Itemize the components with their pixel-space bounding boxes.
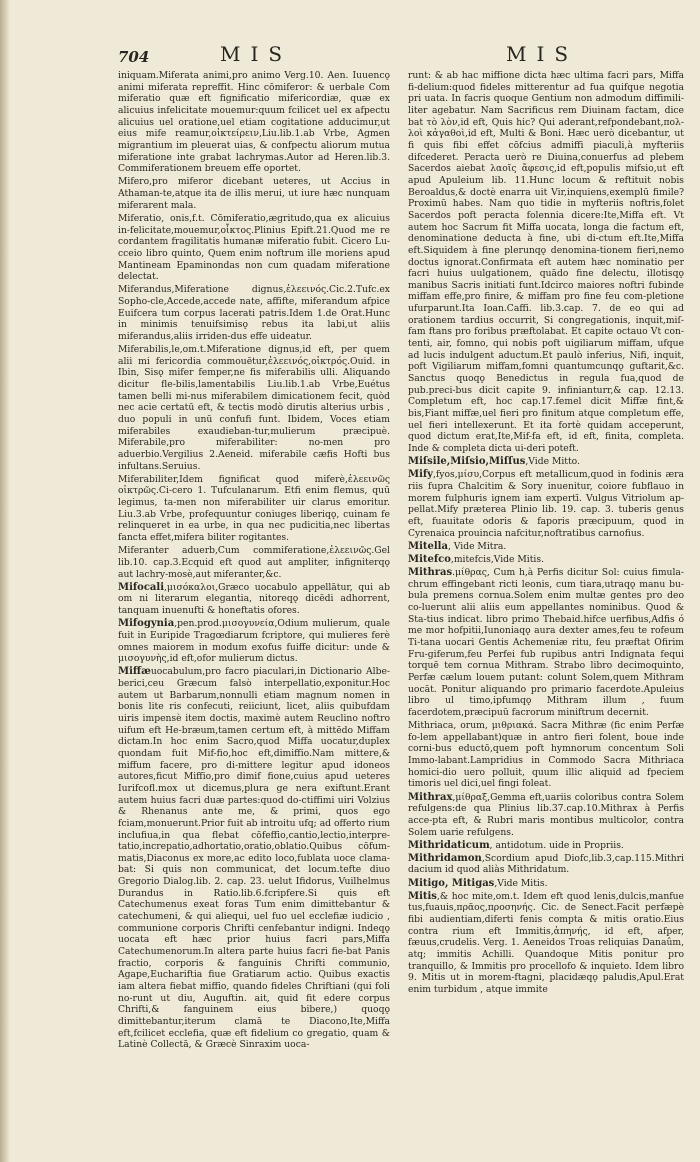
entry-text: ,pen.prod.μισογυνεία,Odium mulierum, quale fuit in Euripide Tragœdiarum fcriptore, qui mulieres ferè omnes maiorem in modum exofus fuiffe dicitur: unde & μισογυνὴς,id eft,ofor mulierum dictus. — [118, 618, 390, 665]
dictionary-entry — [118, 545, 390, 580]
entry-text: runt: & ab hac miffione dicta hæc ultima facri pars, Miffa fi-delium:quod fideles mitterentur ad fua quifque negotia pri uata. In facris quoque Gentium non admodum diffimili-liter agebatur. Nam Sacrificus rem Diuinam factam, dice bat τὸ λὸν,id eft, Quis hic? Qui aderant,refpondebant,πολ-λοὶ κἀγαθοὶ,id eft, Multi & Boni. Hæc uerò dicebantur, ut fi quis fibi effet cōfcius admiffi piaculi,à myfteriis difcederet. Peracta uerò re Diuina,conuerfus ad plebem Sacerdos aiebat λαοῖς ἄφεσις,id eft,populis mifsio,ut eft apud Apuleium lib. 11.Hunc locum & reftituit nobis Beroaldus,& doctè enarra uit Vir,inquiens,exemplū fimile? Proximū habes. Nam quo tidie in myfteriis noftris,folet Sacerdos poft peracta folennia dicere:Ite,Miffa eft. Vt autem hoc Sacrum fit Miffa uocata, longa die factum eft, denominatione deducta à fine, ubi di-ctum eft.Ite,Miffa eft.Siquidem à fine plerunqǫ denomina-tionem fieri,nemo doctus ignorat.Confirmata eft autem hæc nominatio per facri huius uulgationem, quādo fine delectu, illotisqǫ manibus Sacris initiati funt.Idcirco maiores noftri fubinde miffam effe,pro finire, & miffam pro fine feu com-pletione ufurparunt.Ita Ioan.Caffi. lib.3.cap. 7. de eo qui ad orationem tardius occurrit, Si congregationis, inquit,miſ-fam ftans pro foribus præftolabat. Et capite octauo Vt con-tenti, air, fomno, qui nobis poft uigiliarum miffam, ufque ad lucis indulgent aductum.Et paulò inferius, Nifi, inquit, poft Vigiliarum miffam,fomni quantumcunqǫ guftarit,&c. Sanctus quoqǫ Benedictus in regula fua,quod de pub.preci-bus dicit capite 9. infinianturr,& cap. 12.13. Completum eft, hoc cap.17.femel dicit Miffæ fint,& bis,Fiant miffæ,uel fieri pro finitum atque completum effe, uel fieri intellexerunt. Et ita fortè quidam acceperunt, quod dictum erat,Ite,Mif-fa eft, id eft, finita, completa. Inde & completa dicta ui-deri poteft. — [408, 70, 684, 454]
dictionary-entry — [408, 567, 684, 719]
page-number: 704 — [118, 48, 150, 66]
dictionary-entry — [408, 554, 684, 566]
dictionary-entry — [408, 891, 684, 996]
entry-headword: Mitis — [408, 890, 437, 902]
entry-text: Miferabilis,le,om.t.Miferatione dignus,id eft, per quem alii mi fericordia commouētur,ἐλεεινός,οἰκτρός.Ouid. in Ibin, Sisǫ mifer femper,ne fis miferabilis ulli. Aliquando dicitur fle-bilis,lamentabilis Liu.lib.1.ab Vrbe,Euétus tamen belli mi-nus miferabilem dimicationem fecit, quòd nec acie certatū eft, & tectis modò dirutis alterius urbis , duo populi in unū confufi funt. Ibidem, Voces etiam miferabiles exaudieban-tur,mulierum præcipuè. Miferabile,pro miferabiliter: no-men pro aduerbio.Vergilius 2.Aeneid. miferabile cæfis Hofti bus infultans.Seruius. — [118, 344, 390, 472]
entry-text: ,Vide Mitis. — [494, 877, 548, 889]
entry-text: Mifero,pro miferor dicebant ueteres, ut Accius in Athaman-te,atque ita de illis merui, ut iure hæc nunquam miferarent mala. — [118, 176, 390, 211]
entry-text: iniquam.Miferata animi,pro animo Verg.10. Aen. Iuuencǫ animi miferata repreffit. Hinc cōmiferor: & uerbale Com miferatio quæ eft fignificatio mifericordiæ, quæ ex alicuius infelicitate mouemur:quum fcilicet uel ex afpectu alicuius uel oratione,uel etiam cogitatione adducimur,ut eius mife reamur,οἰκτείρειν,Liu.lib.1.ab Vrbe, Agmen migrantium im pleuerat uias, & confpectu aliorum mutua miferatione inte grabat lachrymas.Autor ad Heren.lib.3. Commiferationem breuem effe oportet. — [118, 70, 390, 175]
entry-text: uocabulum,pro facro piaculari,in Dictionario Albe-berici,ceu Græcum falsò interpellatio,exponitur.Hoc autem ut Barbarum,nonnulli etiam magnum nomen in bonis lite ris confecuti, reiiciunt, licet, aliis quibufdam uiris impensè item doctis, maximè autem Reuclino noftro uifum eft He-bræum,tamen certum eft, à mittēdo Miffam dictam.In hoc enim Sacro,quod Miffa uocatur,duplex quondam fuit Mif-fio,hoc eft,dimiffio.Nam mittere,& miffum facere, pro di-mittere legitur apud idoneos autores,ficut Miffio,pro dimif fione,cuius apud ueteres Iurifcofl.mox ut dicemus,plura ge nera exiftunt.Erant autem huius facri duæ partes:quod do-ctiffimi uiri Volzius & Rhenanus ante me, & primi, quos ego fciam,monuerunt.Prior fuit ab introitu ufq; ad offerto rium inclufiua,in qua flebat cōfeffio,cantio,lectio,interpre-tatio,increpatio,adhortatio,oratio,oblatio.Quibus cōfum-matis,Diaconus ex more,ac edito loco,fublata uoce clama-bat: Si quis non communicat, det locum.tefte diuo Gregorio Dialog.lib. 2. cap. 23. uelut Ifidorus, Vuilhelmus Durandus in Ratio.lib.6.fcripfere.Si quis eft Catechumenus exeat foras Tum enim dimittebantur & catechumeni, & qui aliequi, uel fuo uel ecclefiæ iudicio , communione corporis Chrifti cenfebantur indigni. Indeqǫ uocata eft hæc prior huius facri pars,Miffa Catechumenorum.In altera parte huius facri fie-bat Panis fractio, corporis & fanguinis Chrifti communio, Agape,Euchariftia fiue Gratiarum actio. Quibus exactis iam altera fiebat miffio, quando fideles Chriftiani (qui foli no-runt ut diu, Auguftin. ait, quid fit edere corpus Chrifti,& fanguinem eius bibere,) quoqǫ dimittebantur,iterum clamā te Diacono,Ite,Miffa eft,fcilicet ecclefia, quæ eft fidelium co gregatio, quam & Latinè Collectā, & Græcè Sinraxim uoca- — [118, 666, 390, 1051]
entry-text: ,mitefcis,Vide Mitis. — [450, 553, 545, 565]
entry-text: ,Vide Mitto. — [525, 456, 580, 468]
entry-headword: Mithridamon — [408, 852, 482, 864]
left-column — [118, 70, 390, 1148]
dictionary-entry — [118, 284, 390, 342]
dictionary-entry — [408, 792, 684, 839]
entry-text: .μίθρας, Cum h,à Perfis dicitur Sol: cuius fimula-chrum effingebant ricti leonis, cum tiara,utraqǫ manu bu-bula premens cornua.Solem enim multæ gentes pro deo co-luerunt alii aliis eum appellantes nominibus. Quod & Sta-tius indicat. libro primo Thebaid.hifce uerfibus,Adfis ó me mor hofpitii,Iunoniaqǫ aura dexter ames,feu te rofeum Ti-tana uocari Gentis Achemeniæ ritu, feu præftat Ofirim Fru-giferum,feu Perfei fub rupibus antri Indignata fequi torquē tem cornua Mithram. Strabo libro decimoquinto, Perfæ cælum louem putant: colunt Solem,quem Mithram uocāt. Ponitur aliquando pro primario facerdote.Apuleius libro ul timo,ipfumqǫ Mithram illum , fuum facerdotem,præcipuū facrorum miniftrum decernit. — [408, 567, 684, 718]
entry-headword: Mifogynia — [118, 618, 175, 630]
entry-headword: Mitigo, Mitigas — [408, 877, 495, 889]
dictionary-entry — [408, 853, 684, 876]
dictionary-entry — [408, 840, 684, 852]
entry-headword: Mify — [408, 469, 433, 481]
dictionary-entry — [118, 618, 390, 665]
entry-headword: Mifocali — [118, 581, 165, 593]
dictionary-entry — [118, 176, 390, 211]
dictionary-entry — [408, 720, 684, 790]
entry-text: ,fyos,μίσυ,Corpus eft metallicum,quod in fodinis æra riis fupra Chalcitim & Sory inuenitur, coiore fubflauo in morem fulphuris ignem iam expertī. Vulgus Vitriolum ap-pellat.Mify præterea Plinio lib. 19. cap. 3. tuberis genus eft, fuauitate odoris & faporis præcipuum, quod in Cyrenaica prouincia nafcitur,noftratibus carnofius. — [408, 469, 684, 539]
dictionary-entry — [118, 344, 390, 472]
entry-headword: Mitefco — [408, 553, 451, 565]
entry-text: ,μισόκαλοι,Græco uocabulo appellātur, qui ab om ni literarum elegantia, nitoreqǫ dicēdi adhorrent, tanquam inuenufti & honeftatis ofores. — [118, 581, 390, 617]
entry-text: Miferandus,Miferatione dignus,ἐλεεινός.Cic.2.Tufc.ex Sopho-cle,Accede,accede nate, affifte, miferandum afpice Euifcera tum corpus lacerati patris.Idem 1.de Orat.Hunc in minimis tenuifsimisǫ rebus ita labi,ut aliis miferandus,aliis irriden-dus effe uideatur. — [118, 284, 390, 342]
entry-text: ,& hoc mite,om.t. Idem eft quod lenis,dulcis,manfue tus,fuauis,πρᾶος,προσηνής. Cic. de Senect.Facit perfæpè fibi audientiam,diferti fenis compta & mitis oratio.Eius contra rium eft Immitis,ἀπηνής, id eft, afper, fæuus,crudelis. Verg. 1. Aeneidos Troas reliquias Danaûm, atq; immitis Achilli. Quandoque Mitis ponitur pro tranquillo, & Immitis pro procellofo & inquieto. Idem libro 9. Mitis ut in morem-ftagni, placidæqǫ paludis,Apul.Erat enim turbidum , atque immite — [408, 890, 684, 996]
entry-headword: Miſsile,Miſsio,Miſſus — [408, 456, 526, 468]
entry-headword: Mithras — [408, 567, 453, 579]
entry-text: , Vide Mitra. — [447, 540, 507, 552]
entry-headword: Mithrax — [408, 791, 453, 803]
running-header — [118, 42, 680, 70]
entry-text: Miferatio, onis,f.t. Cōmiferatio,ægritudo,qua ex alicuius in-felicitate,mouemur,οἶκτος.Plinius Epift.21.Quod me re cordantem fragilitatis humanæ miferatio fubit. Cicero Lu-cceio libro quinto, Quem enim noftrum ille moriens apud Mantineam Epaminondas non cum quadam miferatione delectat. — [118, 212, 390, 283]
dictionary-entry — [408, 456, 684, 468]
dictionary-entry — [408, 878, 684, 890]
dictionary-entry — [118, 474, 390, 544]
dictionary-entry — [118, 70, 390, 175]
dictionary-entry — [408, 70, 684, 455]
entry-text: Miferabiliter,Idem fignificat quod miferè,ἐλεεινῶς οἰκτρῶς.Ci-cero 1. Tufculanarum. Etfi enim flemus, quū legimus, ta-men non miferabiliter uir clarus emoritur. Liu.3.ab Vrbe, profequuntur coniuges liberiqǫ, cuinam fe relinqueret in ea urbe, in qua nec pudicitia,nec libertas fancta effet,mifera biliter rogitantes. — [118, 473, 390, 544]
entry-text: , antidotum. uide in Propriis. — [489, 839, 624, 851]
page-gutter-shadow — [0, 0, 10, 1162]
right-column — [408, 70, 684, 1148]
entry-text: Mithriaca, orum, μιθριακά. Sacra Mithræ (fic enim Perfæ fo-lem appellabant)quæ in antro fieri folent, boue inde corni-bus eductō,quem poft hymnorum concentum Soli Immo-labant.Lampridius in Commodo Sacra Mithriaca homici-dio uero polluit, quum illic aliquid ad fpeciem timoris uel dici,uel fingi foleat. — [408, 720, 684, 790]
entry-headword: Mitella — [408, 540, 448, 552]
entry-text: ,Scordium apud Diofc,lib.3,cap.115.Mithri dacium id quod aliàs Mithridatum. — [408, 852, 684, 876]
entry-text: Miferanter aduerb,Cum commiferatione,ἐλεεινῶς.Gel lib.10. cap.3.Ecquid eft quod aut ampliter, infigniterqǫ aut lachry-mosè,aut miferanter,&c. — [118, 545, 390, 580]
dictionary-entry — [118, 213, 390, 283]
running-head-left: MIS — [220, 42, 293, 66]
dictionary-entry — [408, 469, 684, 539]
entry-headword: Miffæ — [118, 666, 151, 678]
dictionary-entry — [408, 541, 684, 553]
dictionary-entry — [118, 582, 390, 617]
dictionary-entry — [118, 666, 390, 1051]
entry-text: ,μίθραξ,Gemma eft,uariis coloribus contra Solem refulgens:de qua Plinius lib.37.cap.10.Mithrax à Perfis acce-pta eft, & Rubri maris montibus multicolor, contra Solem uarie refulgens. — [408, 791, 684, 838]
running-head-right: MIS — [506, 42, 579, 66]
entry-headword: Mithridaticum — [408, 839, 490, 851]
